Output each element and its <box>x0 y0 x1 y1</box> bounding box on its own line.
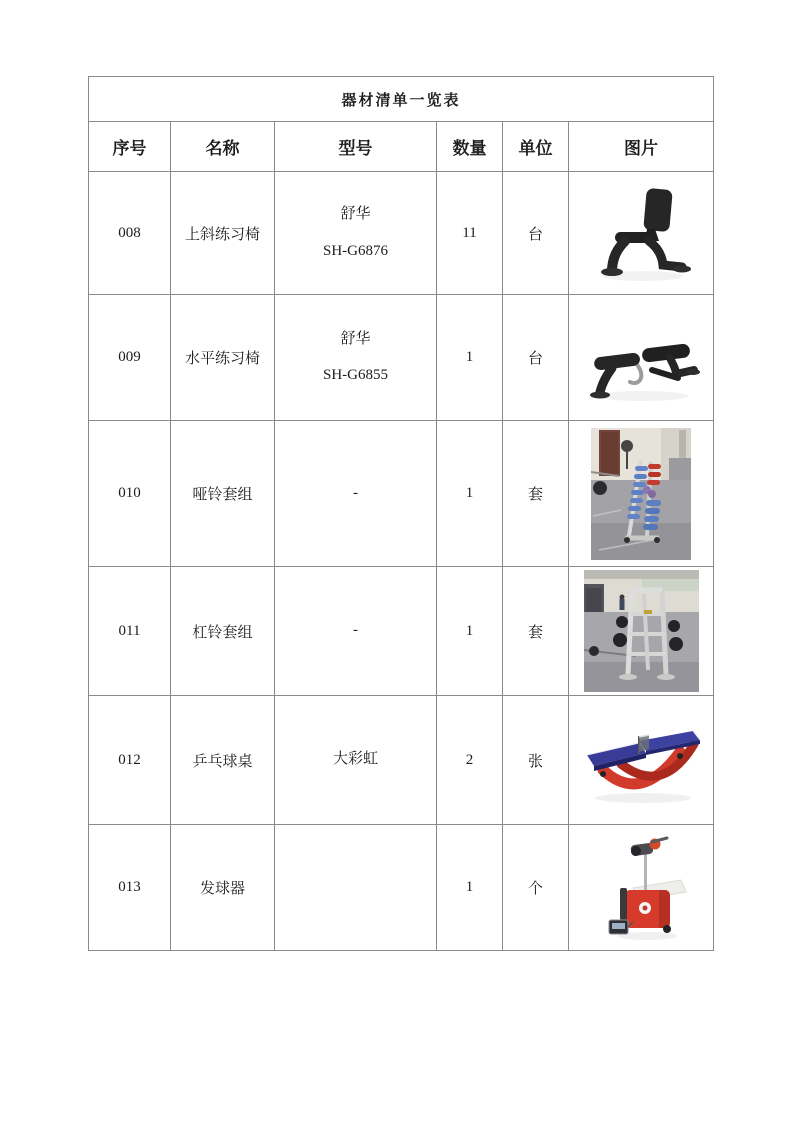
model-cell <box>275 567 437 696</box>
model-cell <box>275 825 437 951</box>
column-header-model: 型号 <box>275 122 437 172</box>
image-cell <box>569 295 714 421</box>
header-row <box>89 122 714 172</box>
quantity-cell: 11 <box>437 172 503 295</box>
model-cell <box>275 172 437 295</box>
model-line-1: - <box>353 484 358 501</box>
name-cell: 发球器 <box>171 825 275 951</box>
model-cell <box>275 696 437 825</box>
image-cell <box>569 567 714 696</box>
incline-exercise-chair-image <box>585 179 697 287</box>
image-cell <box>569 172 714 295</box>
table-title: 器材清单一览表 <box>89 77 714 122</box>
unit-cell: 个 <box>503 825 569 951</box>
table-row <box>89 172 714 295</box>
dumbbell-set-rack-photo <box>591 428 691 560</box>
model-line-1: - <box>353 622 358 639</box>
model-line-1: 舒华 <box>340 206 371 222</box>
table-row <box>89 567 714 696</box>
table-row <box>89 696 714 825</box>
image-cell <box>569 421 714 567</box>
model-line-2: SH-G6876 <box>322 242 388 259</box>
name-cell: 水平练习椅 <box>171 295 275 421</box>
serial-cell: 012 <box>89 696 171 825</box>
model-cell <box>275 295 437 421</box>
model-line-1: 大彩虹 <box>332 751 378 768</box>
name-cell: 上斜练习椅 <box>171 172 275 295</box>
model-line-1: 舒华 <box>340 330 371 347</box>
model-line-2: SH-G6855 <box>322 367 388 383</box>
column-header-image: 图片 <box>569 122 714 172</box>
quantity-cell: 1 <box>437 421 503 567</box>
unit-cell: 套 <box>503 567 569 696</box>
table-row <box>89 295 714 421</box>
unit-cell: 台 <box>503 172 569 295</box>
quantity-cell: 1 <box>437 295 503 421</box>
ball-serving-machine-image <box>589 830 694 945</box>
unit-cell: 张 <box>503 696 569 825</box>
serial-cell: 009 <box>89 295 171 421</box>
column-header-unit: 单位 <box>503 122 569 172</box>
table-row <box>89 421 714 567</box>
title-row <box>89 77 714 122</box>
table-tennis-table-image <box>577 710 705 810</box>
column-header-quantity: 数量 <box>437 122 503 172</box>
image-cell <box>569 825 714 951</box>
quantity-cell: 1 <box>437 567 503 696</box>
quantity-cell: 1 <box>437 825 503 951</box>
unit-cell: 套 <box>503 421 569 567</box>
name-cell: 乒乓球桌 <box>171 696 275 825</box>
table-row <box>89 825 714 951</box>
quantity-cell: 2 <box>437 696 503 825</box>
image-cell <box>569 696 714 825</box>
unit-cell: 台 <box>503 295 569 421</box>
serial-cell: 011 <box>89 567 171 696</box>
equipment-table <box>88 76 714 951</box>
barbell-set-rack-photo <box>584 570 699 692</box>
column-header-serial: 序号 <box>89 122 171 172</box>
column-header-name: 名称 <box>171 122 275 172</box>
serial-cell: 013 <box>89 825 171 951</box>
serial-cell: 008 <box>89 172 171 295</box>
model-cell <box>275 421 437 567</box>
serial-cell: 010 <box>89 421 171 567</box>
flat-exercise-bench-image <box>582 308 700 408</box>
name-cell: 哑铃套组 <box>171 421 275 567</box>
name-cell: 杠铃套组 <box>171 567 275 696</box>
